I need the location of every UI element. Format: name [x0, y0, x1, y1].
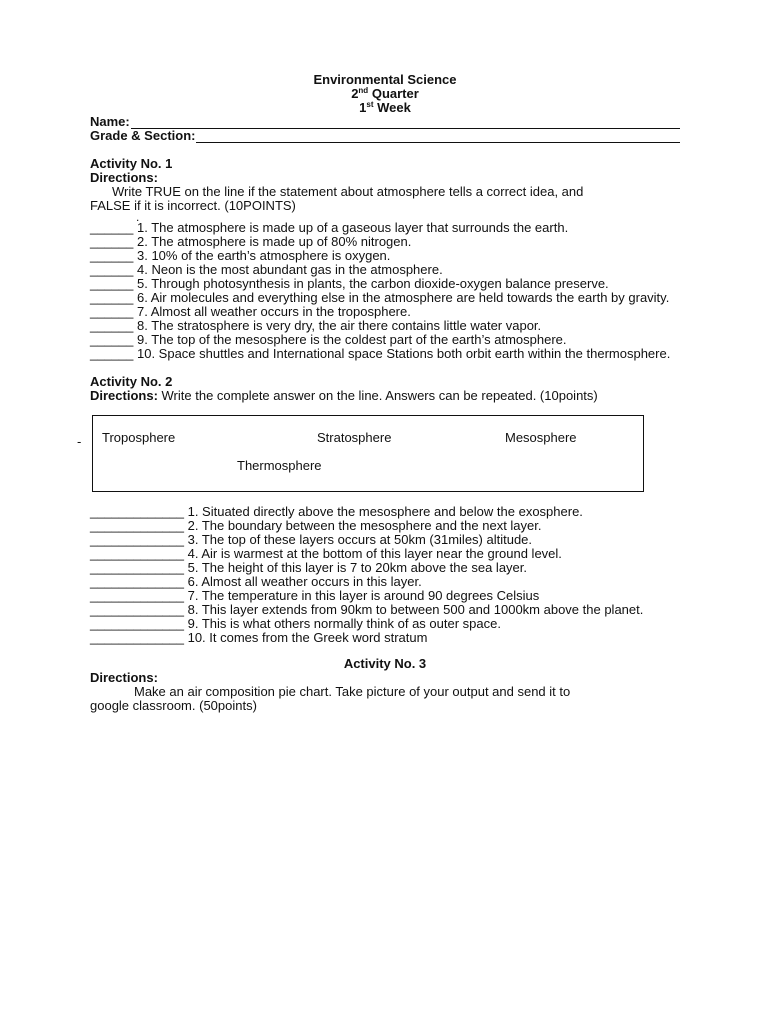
stray-dot: . — [136, 210, 140, 224]
week-word: Week — [377, 100, 411, 115]
activity2-item: _____________ 7. The temperature in this layer is around 90 degrees Celsius — [90, 588, 540, 603]
choice-troposphere: Troposphere — [102, 430, 176, 445]
activity2-item: _____________ 4. Air is warmest at the bottom of this layer near the ground level. — [90, 546, 562, 561]
activity3-directions-line1: Make an air composition pie chart. Take picture of your output and send it to — [134, 684, 571, 699]
activity2-item: _____________ 1. Situated directly above the mesosphere and below the exosphere. — [90, 504, 583, 519]
week-suffix: st — [366, 100, 374, 109]
activity1-item: ______ 7. Almost all weather occurs in the troposphere. — [90, 304, 411, 319]
week-number: 1 — [359, 100, 367, 115]
activity2-directions — [90, 389, 680, 403]
grade-section-label: Grade & Section: — [90, 128, 196, 143]
quarter-label — [90, 87, 680, 101]
dash-mark: - — [77, 434, 82, 449]
activity2-item: _____________ 9. This is what others normally think of as outer space. — [90, 616, 501, 631]
activity2-items — [90, 505, 680, 645]
answer-choices-box — [77, 415, 644, 492]
worksheet-page — [77, 72, 680, 713]
activity2-item: _____________ 5. The height of this layer is 7 to 20km above the sea layer. — [90, 560, 528, 575]
activity3-directions-line2: google classroom. (50points) — [90, 698, 257, 713]
activity2-item: _____________ 3. The top of these layers occurs at 50km (31miles) altitude. — [90, 532, 533, 547]
name-field — [90, 115, 680, 129]
activity1-directions-line2: FALSE if it is incorrect. (10POINTS) — [90, 198, 296, 213]
worksheet-header — [90, 73, 680, 115]
name-label: Name: — [90, 114, 130, 129]
choice-mesosphere: Mesosphere — [505, 430, 577, 445]
week-label — [90, 101, 680, 115]
grade-section-field — [90, 129, 680, 143]
activity1-directions-label: Directions: — [90, 170, 158, 185]
choice-stratosphere: Stratosphere — [317, 430, 392, 445]
grade-section-line[interactable] — [196, 131, 680, 143]
choice-thermosphere: Thermosphere — [237, 458, 322, 473]
activity2-item: _____________ 2. The boundary between the mesosphere and the next layer. — [90, 518, 542, 533]
quarter-word: Quarter — [371, 86, 419, 101]
quarter-number: 2 — [351, 86, 359, 101]
activity1-directions-line1: Write TRUE on the line if the statement about atmosphere tells a correct idea, and — [112, 184, 584, 199]
activity3-title: Activity No. 3 — [343, 656, 427, 671]
activity2-item: _____________ 10. It comes from the Greek word stratum — [90, 630, 428, 645]
activity1-item: ______ 5. Through photosynthesis in plants, the carbon dioxide-oxygen balance preserve. — [90, 276, 609, 291]
activity3-directions-label: Directions: — [90, 670, 158, 685]
activity1-item: ______ 2. The atmosphere is made up of 80% nitrogen. — [90, 234, 412, 249]
activity1-item: ______ 4. Neon is the most abundant gas in the atmosphere. — [90, 262, 443, 277]
activity1-item: ______ 1. The atmosphere is made up of a gaseous layer that surrounds the earth. — [90, 220, 569, 235]
name-line[interactable] — [131, 117, 680, 129]
activity2-title: Activity No. 2 — [90, 374, 173, 389]
activity2-item: _____________ 8. This layer extends from 90km to between 500 and 1000km above the planet. — [90, 602, 644, 617]
activity1-item: ______ 6. Air molecules and everything else in the atmosphere are held towards the earth by gravity. — [90, 290, 670, 305]
quarter-suffix: nd — [358, 86, 369, 95]
activity2-directions-label: Directions: — [90, 388, 158, 403]
activity1-item: ______ 3. 10% of the earth’s atmosphere is oxygen. — [90, 248, 391, 263]
subject-title: Environmental Science — [313, 72, 457, 87]
activity2-item: _____________ 6. Almost all weather occurs in this layer. — [90, 574, 422, 589]
activity1-title: Activity No. 1 — [90, 156, 173, 171]
activity1-item: ______ 10. Space shuttles and International space Stations both orbit earth within the thermosphere. — [90, 346, 671, 361]
activity1-item: ______ 9. The top of the mesosphere is the coldest part of the earth’s atmosphere. — [90, 332, 567, 347]
activity1-items — [90, 221, 680, 361]
activity2-directions-text: Write the complete answer on the line. Answers can be repeated. (10points) — [157, 388, 598, 403]
activity1-item: ______ 8. The stratosphere is very dry, the air there contains little water vapor. — [90, 318, 542, 333]
